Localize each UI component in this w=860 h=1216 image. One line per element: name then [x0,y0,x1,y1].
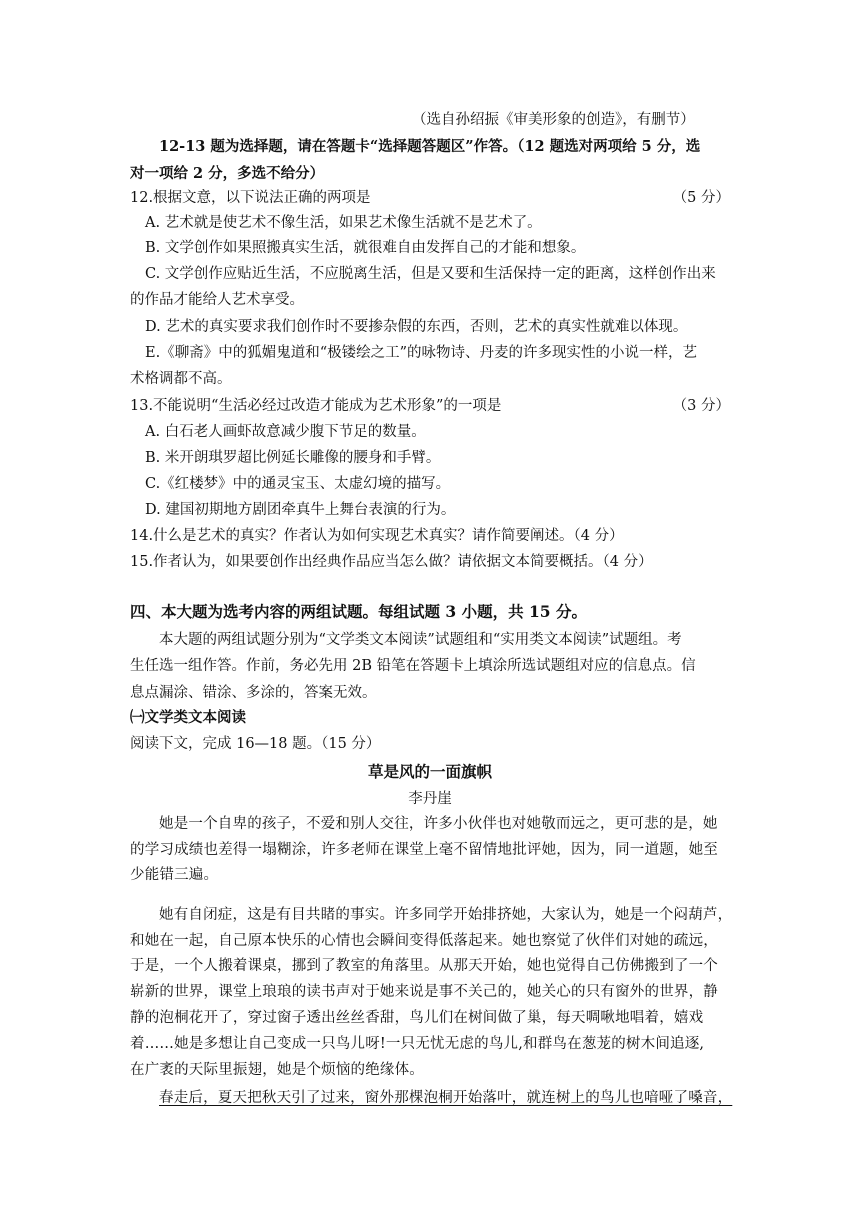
question-12-score: （5 分） [672,190,730,206]
section-4-intro-line-3: 息点漏涂、错涂、多涂的，答案无效。 [130,685,377,701]
q12-option-c-line-2: 的作品才能给人艺术享受。 [130,292,304,308]
q12-option-c-line-1: C. 文学创作应贴近生活，不应脱离生活，但是又要和生活保持一定的距离，这样创作出来 [145,266,716,282]
q12-option-e-line-1: E.《聊斋》中的狐媚鬼道和“极镂绘之工”的咏物诗、丹麦的许多现实性的小说一样，艺 [145,345,698,361]
paragraph-1-line-2: 的学习成绩也差得一塌糊涂，许多老师在课堂上毫不留情地批评她，因为，同一道题，她至 [130,842,718,858]
paragraph-2-line-6: 着……她是多想让自己变成一只鸟儿呀!一只无忧无虑的鸟儿,和群鸟在葱茏的树木间追逐, [130,1036,705,1052]
question-13-text: 13.不能说明“生活必经过改造才能成为艺术形象”的一项是 [130,398,502,414]
subsection-heading: ㈠文学类文本阅读 [130,709,246,726]
paragraph-1-line-3: 少能错三遍。 [130,867,219,883]
article-author: 李丹崖 [408,791,452,807]
q13-option-b: B. 米开朗琪罗超比例延长雕像的腰身和手臂。 [145,450,441,466]
instruction-line-1: 12-13 题为选择题，请在答题卡“选择题答题区”作答。（12 题选对两项给 5 分，选 [159,138,701,155]
paragraph-2-line-7: 在广袤的天际里振翅，她是个烦恼的绝缘体。 [130,1062,424,1078]
q13-option-a: A. 白石老人画虾故意减少腹下节足的数量。 [145,424,426,440]
reading-instruction: 阅读下文，完成 16—18 题。（15 分） [130,736,381,752]
paragraph-2-line-4: 崭新的世界，课堂上琅琅的读书声对于她来说是事不关己的，她关心的只有窗外的世界，静 [130,984,718,1000]
question-12-stem [130,188,730,208]
section-4-intro-line-2: 生任选一组作答。作前，务必先用 2B 铅笔在答题卡上填涂所选试题组对应的信息点。信 [130,658,696,674]
paragraph-2-line-3: 于是，一个人搬着课桌，挪到了教室的角落里。从那天开始，她也觉得自己仿佛搬到了一个 [130,958,718,974]
q12-option-a: A. 艺术就是使艺术不像生活，如果艺术像生活就不是艺术了。 [145,215,542,231]
question-13-stem [130,396,730,416]
source-note: （选自孙绍振《审美形象的创造》，有删节） [412,112,695,128]
section-4-intro-line-1: 本大题的两组试题分别为“文学类文本阅读”试题组和“实用类文本阅读”试题组。考 [159,632,682,648]
question-14: 14.什么是艺术的真实？作者认为如何实现艺术真实？请作简要阐述。（4 分） [130,528,624,544]
q12-option-d: D. 艺术的真实要求我们创作时不要掺杂假的东西，否则，艺术的真实性就难以体现。 [145,319,688,335]
paragraph-2-line-2: 和她在一起，自己原本快乐的心情也会瞬间变得低落起来。她也察觉了伙伴们对她的疏远， [130,933,718,949]
question-12-text: 12.根据文意，以下说法正确的两项是 [130,190,371,206]
question-15: 15.作者认为，如果要创作出经典作品应当怎么做？请依据文本简要概括。（4 分） [130,554,653,570]
paragraph-3-line-1: 春走后，夏天把秋天引了过来，窗外那棵泡桐开始落叶，就连树上的鸟儿也喑哑了嗓音， [159,1090,733,1106]
paragraph-2-line-5: 静的泡桐花开了，穿过窗子透出丝丝香甜，鸟儿们在树间做了巢，每天啁啾地唱着，嬉戏 [130,1010,704,1026]
instruction-line-2: 对一项给 2 分，多选不给分） [130,165,325,182]
paragraph-1-line-1: 她是一个自卑的孩子，不爱和别人交往，许多小伙伴也对她敬而远之，更可悲的是，她 [159,816,718,832]
question-13-score: （3 分） [672,398,730,414]
q12-option-b: B. 文学创作如果照搬真实生活，就很难自由发挥自己的才能和想象。 [145,240,586,256]
article-title: 草是风的一面旗帜 [367,763,492,781]
paragraph-2-line-1: 她有自闭症，这是有目共睹的事实。许多同学开始排挤她，大家认为，她是一个闷葫芦， [159,907,733,923]
q13-option-d: D. 建国初期地方剧团牵真牛上舞台表演的行为。 [145,502,456,518]
q12-option-e-line-2: 术格调都不高。 [130,371,232,387]
q13-option-c: C.《红楼梦》中的通灵宝玉、太虚幻境的描写。 [145,476,451,492]
section-4-heading: 四、本大题为选考内容的两组试题。每组试题 3 小题，共 15 分。 [130,602,587,621]
